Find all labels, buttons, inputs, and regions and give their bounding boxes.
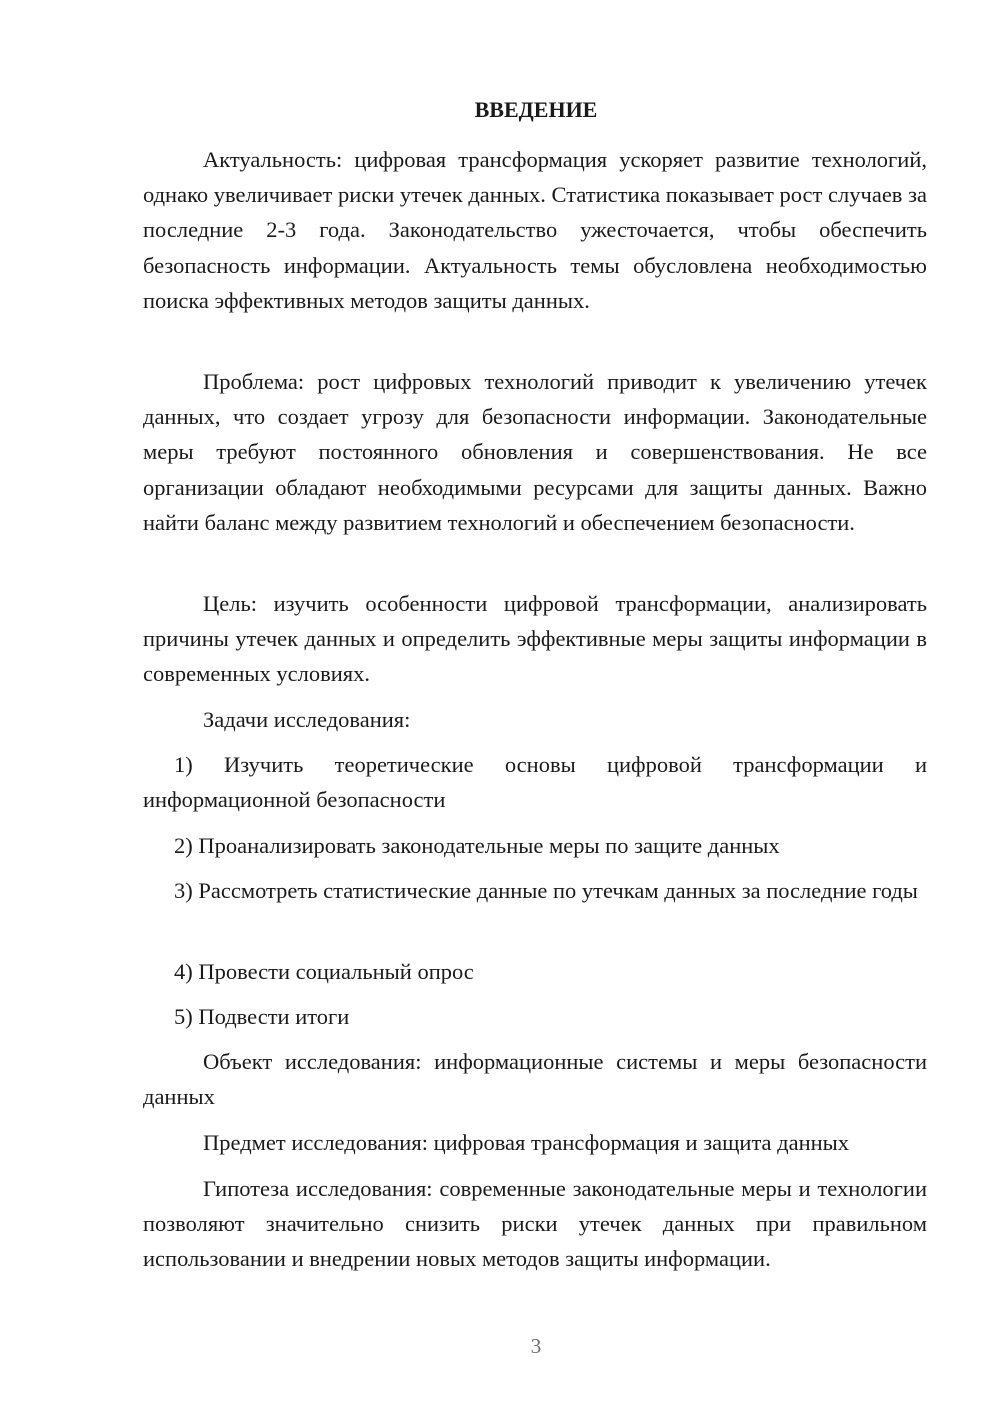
task-item-2: 2) Проанализировать законодательные меры по защите данных [174,833,780,858]
tasks-heading: Задачи исследования: [203,707,411,732]
paragraph-goal: Цель: изучить особенности цифровой трансформации, анализировать причины утечек данных и определить эффективные меры защиты информации в современных условиях. [143,591,927,687]
paragraph-object: Объект исследования: информационные системы и меры безопасности данных [143,1049,927,1110]
task-item-1: 1) Изучить теоретические основы цифровой трансформации и информационной безопасности [143,752,927,813]
section-title: ВВЕДЕНИЕ [474,97,598,122]
task-item-4: 4) Провести социальный опрос [174,959,474,984]
page-number: 3 [530,1334,542,1358]
task-item-3: 3) Рассмотреть статистические данные по утечкам данных за последние годы [174,878,918,903]
paragraph-hypothesis: Гипотеза исследования: современные законодательные меры и технологии позволяют значительно снизить риски утечек данных при правильном использовании и внедрении новых методов защиты информации. [143,1176,927,1272]
paragraph-relevance: Актуальность: цифровая трансформация ускоряет развитие технологий, однако увеличивает риски утечек данных. Статистика показывает рост случаев за последние 2-3 года. Законодательство ужесточается, чтобы обеспечить безопасность информации. Актуальность темы обусловлена необходимостью поиска эффективных методов защиты данных. [143,147,927,313]
task-item-5: 5) Подвести итоги [174,1004,350,1029]
paragraph-problem: Проблема: рост цифровых технологий приводит к увеличению утечек данных, что создает угрозу для безопасности информации. Законодательные меры требуют постоянного обновления и совершенствования. Не все организации обладают необходимыми ресурсами для защиты данных. Важно найти баланс между развитием технологий и обеспечением безопасности. [143,369,927,535]
paragraph-subject: Предмет исследования: цифровая трансформация и защита данных [203,1130,850,1155]
